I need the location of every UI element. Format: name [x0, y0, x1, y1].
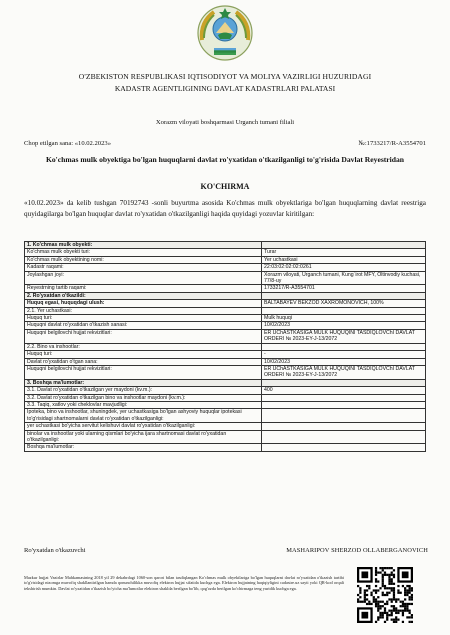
row-label: Reyestrning tartib raqami: — [25, 285, 262, 292]
table-row — [25, 444, 426, 451]
row-value: Turar — [262, 249, 426, 256]
table-row — [25, 307, 426, 314]
table-row — [25, 351, 426, 358]
row-value: Mulk huquqi — [262, 315, 426, 322]
row-label: Ko'chmas mulk obyekti turi: — [25, 249, 262, 256]
table-row — [25, 300, 426, 307]
row-label: 3.2. Davlat ro'yxatidan o'tkazilgan bino va inshootlar maydoni (kv.m.): — [25, 394, 262, 401]
register-table — [24, 241, 426, 452]
row-value: Yer uchastkasi — [262, 256, 426, 263]
table-row — [25, 358, 426, 365]
row-value: 22:03:02:02:02:0261 — [262, 264, 426, 271]
row-value: 10/02/2023 — [262, 358, 426, 365]
row-label: 3.1. Davlat ro'yxatidan o'tkazilgan yer maydoni (kv.m.): — [25, 387, 262, 394]
table-row — [25, 271, 426, 285]
registrar-label: Ro'yxatdan o'tkazuvchi — [24, 547, 86, 554]
row-label: Joylashgan joyi: — [25, 271, 262, 285]
table-row — [25, 343, 426, 350]
row-label: 2.2. Bino va inshootlar: — [25, 343, 262, 350]
row-label: Huquq turi: — [25, 351, 262, 358]
row-label: Huquq egasi, huquqdagi ulush: — [25, 300, 262, 307]
ministry-heading: O'ZBEKISTON RESPUBLIKASI IQTISODIYOT VA MOLIYA VAZIRLIGI HUZURIDAGI — [78, 72, 372, 81]
row-label: 2.1. Yer uchastkasi: — [25, 307, 262, 314]
row-value: 10/02/2023 — [262, 322, 426, 329]
table-row — [25, 315, 426, 322]
table-row — [25, 249, 426, 256]
row-label: 3.3. Taqiq, xatlov yoki cheklovlar mavjudligi: — [25, 401, 262, 408]
table-row — [25, 365, 426, 379]
row-label: Huquq turi: — [25, 315, 262, 322]
row-label: yer uchastkasi bo'yicha servitut kelishuvi davlat ro'yxatidan o'tkazilganligi: — [25, 423, 262, 430]
table-row — [25, 256, 426, 263]
row-label: Huquqni davlat ro'yxatidan o'tkazish sanasi: — [25, 322, 262, 329]
registrar-name: MASHARIPOV SHERZOD OLLABERGANOVICH — [286, 547, 428, 554]
section-row — [25, 242, 426, 249]
document-title: Ko'chmas mulk obyektiga bo'lgan huquqlarni davlat ro'yxatidan o'tkazilganligi to'g'risida Davlat Reyestridan — [45, 155, 405, 164]
table-row — [25, 285, 426, 292]
row-value: - — [262, 351, 426, 358]
row-value — [262, 409, 426, 423]
document-number: №:1733217/R-A3554701 — [358, 140, 426, 147]
section-row — [25, 379, 426, 386]
row-value — [262, 394, 426, 401]
row-value: ER UChASTKASIGA MULK HUQUQINI TASDIQLOVChI DAVLAT ORDERI № 2023-EY-J-13/2072 — [262, 329, 426, 343]
state-emblem-icon — [196, 4, 254, 62]
legal-footer: Mazkur hujjat Vazirlar Mahkamasining 2018 yil 29 dekabrdagi 1060-son qarori bilan tasdiqlangan Ko'chmas mulk obyektlariga bo'lgan huquqlarni davlat ro'yxatidan o'tkazish tartibi to'g'risidagi nizomga muvofiq shakllantirilgan hamda qonunchilikka muvofiq elektron hujjat sifatida kuchga ega. Elektron hujjatning haqiqiyligini cadastre.uz sayti yoki QR-kod orqali tekshirish mumkin. Davlat ro'yxatidan o'tkazish bo'yicha ma'lumotlar elektron shaklda berilgan bo'lib, qog'ozda berilgan ko'chirmaga teng yuridik kuchga ega. — [24, 575, 344, 591]
row-value — [262, 401, 426, 408]
row-value — [262, 423, 426, 430]
row-value — [262, 444, 426, 451]
row-label: Huquqni belgilovchi hujjat rekvizitlari: — [25, 329, 262, 343]
row-value — [262, 430, 426, 444]
row-value — [262, 242, 426, 249]
verification-qr-code[interactable] — [357, 567, 413, 623]
section-row — [25, 292, 426, 299]
table-row — [25, 394, 426, 401]
table-row — [25, 423, 426, 430]
agency-heading: KADASTR AGENTLIGINING DAVLAT KADASTRLARI PALATASI — [114, 84, 336, 93]
table-row — [25, 322, 426, 329]
row-value — [262, 379, 426, 386]
table-row — [25, 264, 426, 271]
row-value — [262, 343, 426, 350]
row-label: Ko'chmas mulk obyektining nomi: — [25, 256, 262, 263]
table-row — [25, 329, 426, 343]
table-row — [25, 401, 426, 408]
row-label: Ipoteka, bino va inshootlar, shuningdek, yer uchastkasiga bo'lgan ashyoviy huquqlar ipotekasi to'g'risidagi shartnomalarni davlat ro'yxatidan o'tkazilganligi: — [25, 409, 262, 423]
row-value: 400 — [262, 387, 426, 394]
row-label: Huquqni belgilovchi hujjat rekvizitlari: — [25, 365, 262, 379]
intro-paragraph: «10.02.2023» da kelib tushgan 70192743 -sonli buyurtma asosida Ko'chmas mulk obyektlariga bo'lgan huquqlarning davlat reestriga quyidagilarga bo'lgan huquqlar davlat ro'yxatidan o'tkazilganligi haqida quyidagi yozuvlar kiritilgan: — [24, 199, 426, 218]
row-value — [262, 292, 426, 299]
row-label: 2. Ro'yxatdan o'tkazildi: — [25, 292, 262, 299]
branch-name: Xorazm viloyati boshqarmasi Urganch tumani filiali — [155, 119, 295, 126]
row-value: BALTABAYEV BEKZOD XAXROMONOVICH, 100% — [262, 300, 426, 307]
row-value: Xorazm viloyati, Urganch tumani, Kung`irot MFY, Oltinvodiy kuchasi, 77/8-uy — [262, 271, 426, 285]
row-label: Boshqa ma'lumotlar: — [25, 444, 262, 451]
row-label: 1. Ko'chmas mulk obyekti: — [25, 242, 262, 249]
print-date: Chop etilgan sana: «10.02.2023» — [24, 140, 111, 147]
row-value: 1733217/R-A3554701 — [262, 285, 426, 292]
row-value — [262, 307, 426, 314]
document-type: KO'CHIRMA — [200, 182, 250, 191]
table-row — [25, 430, 426, 444]
row-label: Kadastr raqami: — [25, 264, 262, 271]
table-row — [25, 387, 426, 394]
row-value: ER UChASTKASIGA MULK HUQUQINI TASDIQLOVChI DAVLAT ORDERI № 2023-EY-J-13/2072 — [262, 365, 426, 379]
row-label: Davlat ro'yxatidan o'tgan sana: — [25, 358, 262, 365]
row-label: 3. Boshqa ma'lumotlar: — [25, 379, 262, 386]
table-row — [25, 409, 426, 423]
row-label: binolar va inshootlar yoki ularning qismlari bo'yicha ijara shartnomasi davlat ro'yxatidan o'tkazilganligi: — [25, 430, 262, 444]
